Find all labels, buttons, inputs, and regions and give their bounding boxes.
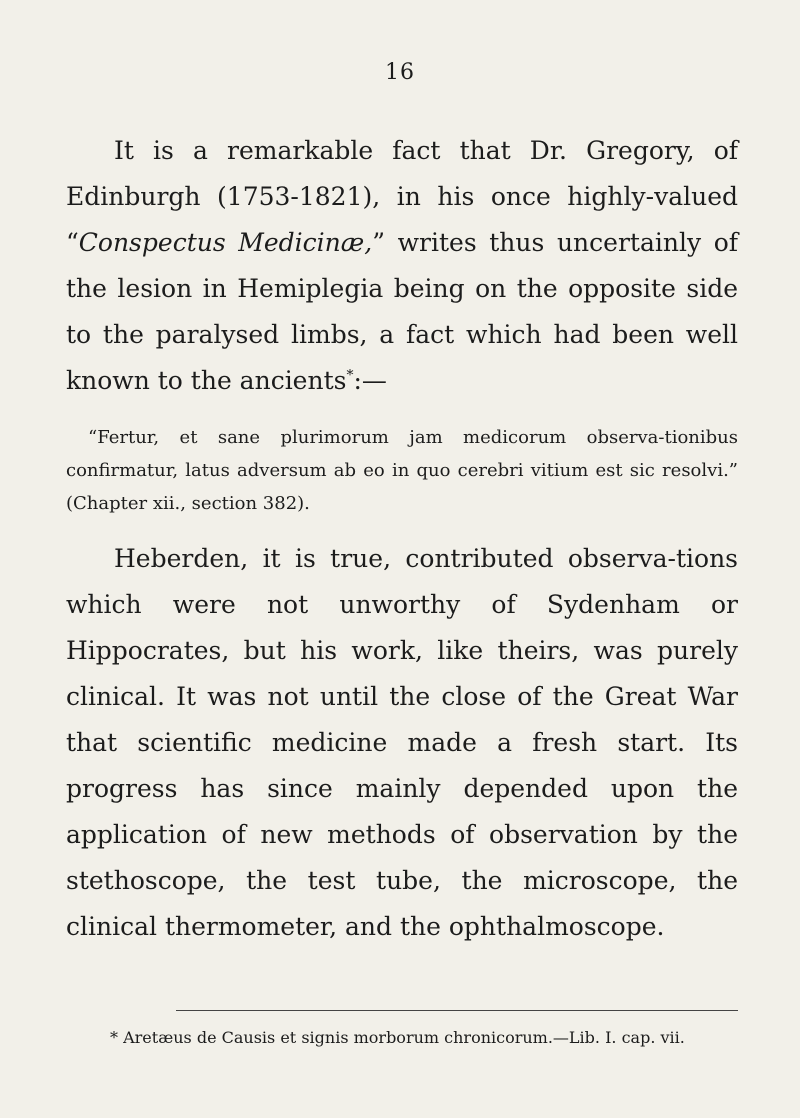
paragraph-gregory-text-2: ” writes thus uncertainly of the lesion in Hemiplegia being on the opposite side to the paralysed limbs, a fact which had been well known to the ancients (66, 228, 738, 395)
latin-quote: “Fertur, et sane plurimorum jam medicorum observa-tionibus confirmatur, latus adversum ab eo in quo cerebri vitium est sic resolvi.” (Chapter xii., section 382). (66, 427, 738, 514)
footnote: * Aretæus de Causis et signis morborum chronicorum.—Lib. I. cap. vii. (110, 1028, 685, 1047)
paragraph-gregory (66, 128, 738, 404)
paragraph-gregory-text-3: :— (353, 366, 387, 395)
footnote-rule (176, 1010, 738, 1011)
page-number: 16 (385, 60, 415, 85)
paragraph-gregory-text-1: It is a remarkable fact that Dr. Gregory, of Edinburgh (1753-1821), in his once highly-valued “ (66, 136, 738, 257)
footnote-marker: * (346, 367, 354, 384)
paragraph-heberden: Heberden, it is true, contributed observa-tions which were not unworthy of Sydenham or Hippocrates, but his work, like theirs, was purely clinical. It was not until the close of the Great War that scientific medicine made a fresh start. Its progress has since mainly depended upon the application of new methods of observation by the stethoscope, the test tube, the microscope, the clinical thermometer, and the ophthalmoscope. (66, 544, 738, 941)
book-title-italic: Conspectus Medicinæ, (78, 228, 373, 257)
